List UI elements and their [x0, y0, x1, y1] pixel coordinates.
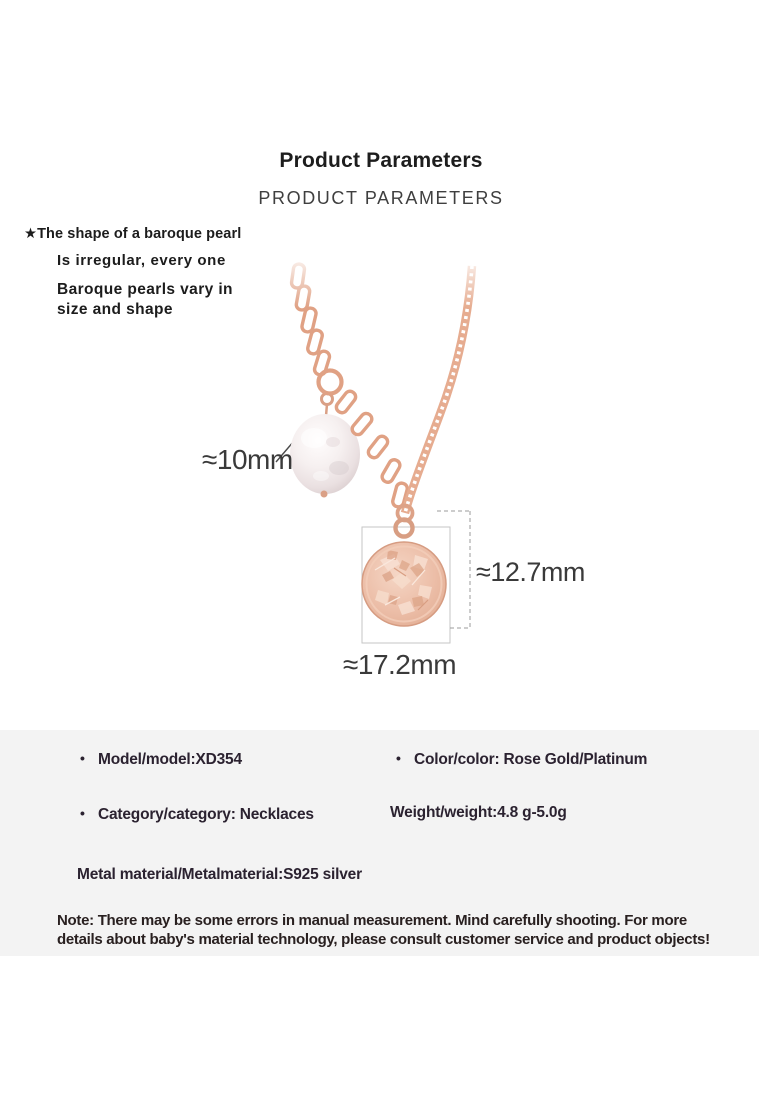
- spec-category: [80, 805, 314, 824]
- page-title: Product Parameters: [279, 149, 483, 172]
- bullet-icon: •: [80, 805, 85, 821]
- page-subtitle: PRODUCT PARAMETERS: [258, 188, 504, 208]
- spec-weight: Weight/weight:4.8 g-5.0g: [390, 804, 567, 821]
- pendant-height-label: ≈12.7mm: [476, 557, 585, 587]
- note-line-1: Note: There may be some errors in manual measurement. Mind carefully shooting. For more: [57, 912, 687, 929]
- bullet-icon: •: [396, 750, 401, 766]
- coin-pendant: [362, 506, 446, 627]
- pearl-diameter-label: ≈10mm: [202, 444, 293, 475]
- annotation-line-1: ★The shape of a baroque pearl: [24, 226, 242, 242]
- annotation-line-3: Baroque pearls vary in: [57, 281, 233, 298]
- spec-color: [396, 750, 647, 769]
- spec-panel: [0, 730, 759, 956]
- spec-model-text: Model/model:XD354: [98, 751, 242, 768]
- spec-category-text: Category/category: Necklaces: [98, 806, 314, 823]
- spec-color-text: Color/color: Rose Gold/Platinum: [414, 751, 648, 768]
- spec-model: [80, 750, 242, 769]
- annotation-line-2: Is irregular, every one: [57, 252, 226, 269]
- annotation-line-4: size and shape: [57, 301, 173, 318]
- note-line-2: details about baby's material technology, please consult customer service and product objects!: [57, 931, 710, 948]
- measurement-note: [57, 911, 747, 949]
- spec-material: Metal material/Metalmaterial:S925 silver: [77, 866, 362, 883]
- top-fade: [278, 250, 488, 308]
- pendant-width-label: ≈17.2mm: [343, 649, 457, 680]
- bullet-icon: •: [80, 750, 85, 766]
